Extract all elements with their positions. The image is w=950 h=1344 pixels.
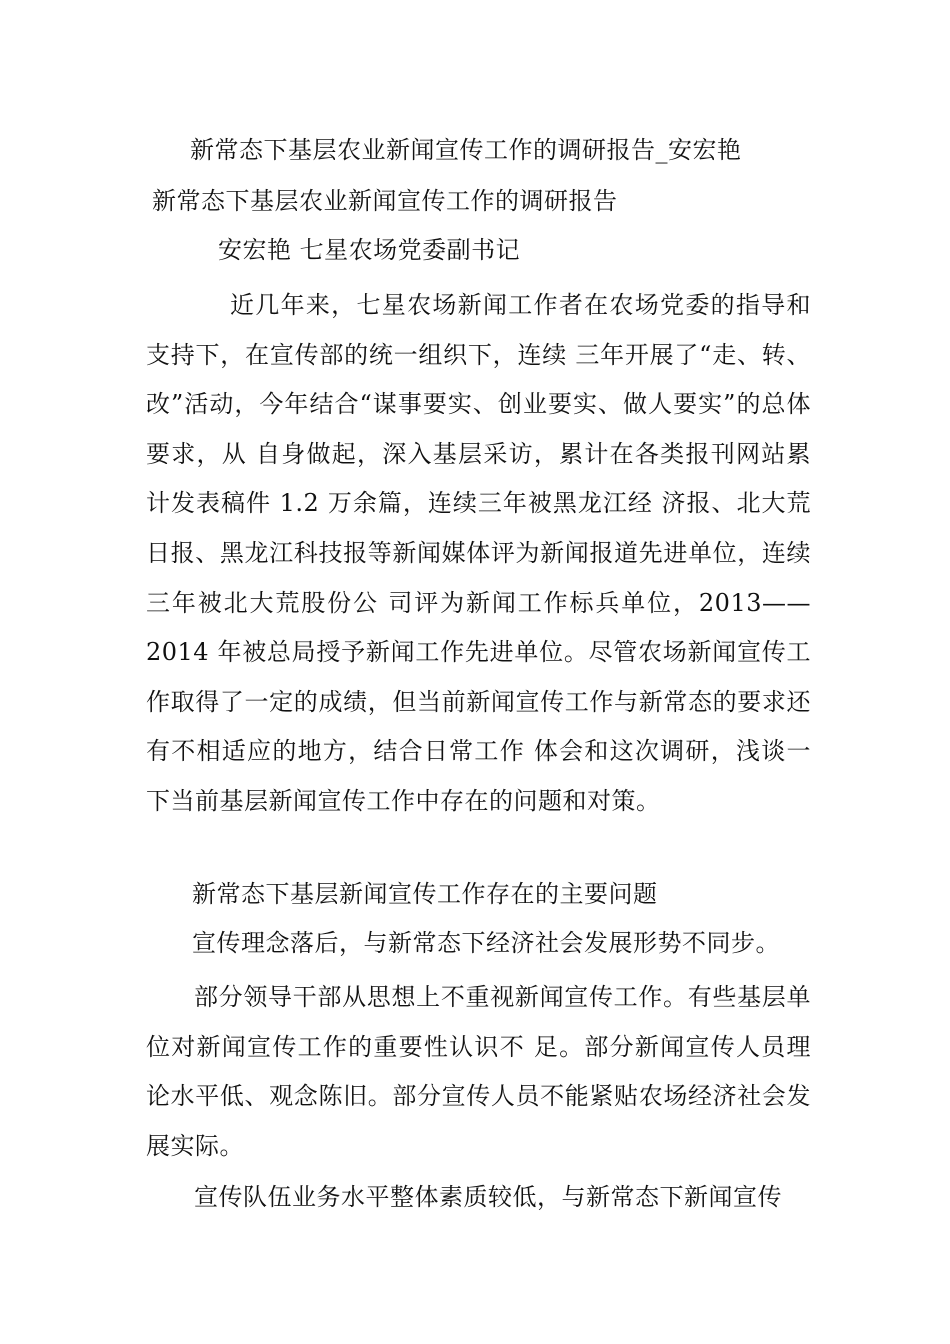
section-heading: 新常态下基层新闻宣传工作存在的主要问题 xyxy=(192,880,658,908)
subsection-heading: 宣传理念落后，与新常态下经济社会发展形势不同步。 xyxy=(192,929,780,957)
intro-paragraph: 近几年来，七星农场新闻工作者在农场党委的指导和支持下，在宣传部的统一组织下，连续 三年开展了“走、转、改”活动，今年结合“谋事要实、创业要实、做人要实”的总体要求，从 自身做起，深入基层采访，累计在各类报刊网站累计发表稿件 1.2 万余篇，连续三年被黑龙江经 济报、北大荒日报、黑龙江科技报等新闻媒体评为新闻报道先进单位，连续三年被北大荒股份公 司评为新闻工作标兵单位，2013——2014 年被总局授予新闻工作先进单位。尽管农场新闻宣传工 作取得了一定的成绩，但当前新闻宣传工作与新常态的要求还有不相适应的地方，结合日常工作 体会和这次调研，浅谈一下当前基层新闻宣传工作中存在的问题和对策。 xyxy=(146,291,811,815)
document-full-title: 新常态下基层农业新闻宣传工作的调研报告_安宏艳 xyxy=(190,136,742,164)
document-title: 新常态下基层农业新闻宣传工作的调研报告 xyxy=(152,187,618,215)
author-byline: 安宏艳 七星农场党委副书记 xyxy=(218,236,521,264)
body-paragraph-continued: 宣传队伍业务水平整体素质较低，与新常态下新闻宣传 xyxy=(194,1183,782,1211)
body-paragraph: 部分领导干部从思想上不重视新闻宣传工作。有些基层单位对新闻宣传工作的重要性认识不 足。部分新闻宣传人员理论水平低、观念陈旧。部分宣传人员不能紧贴农场经济社会发展实际。 xyxy=(146,983,811,1160)
